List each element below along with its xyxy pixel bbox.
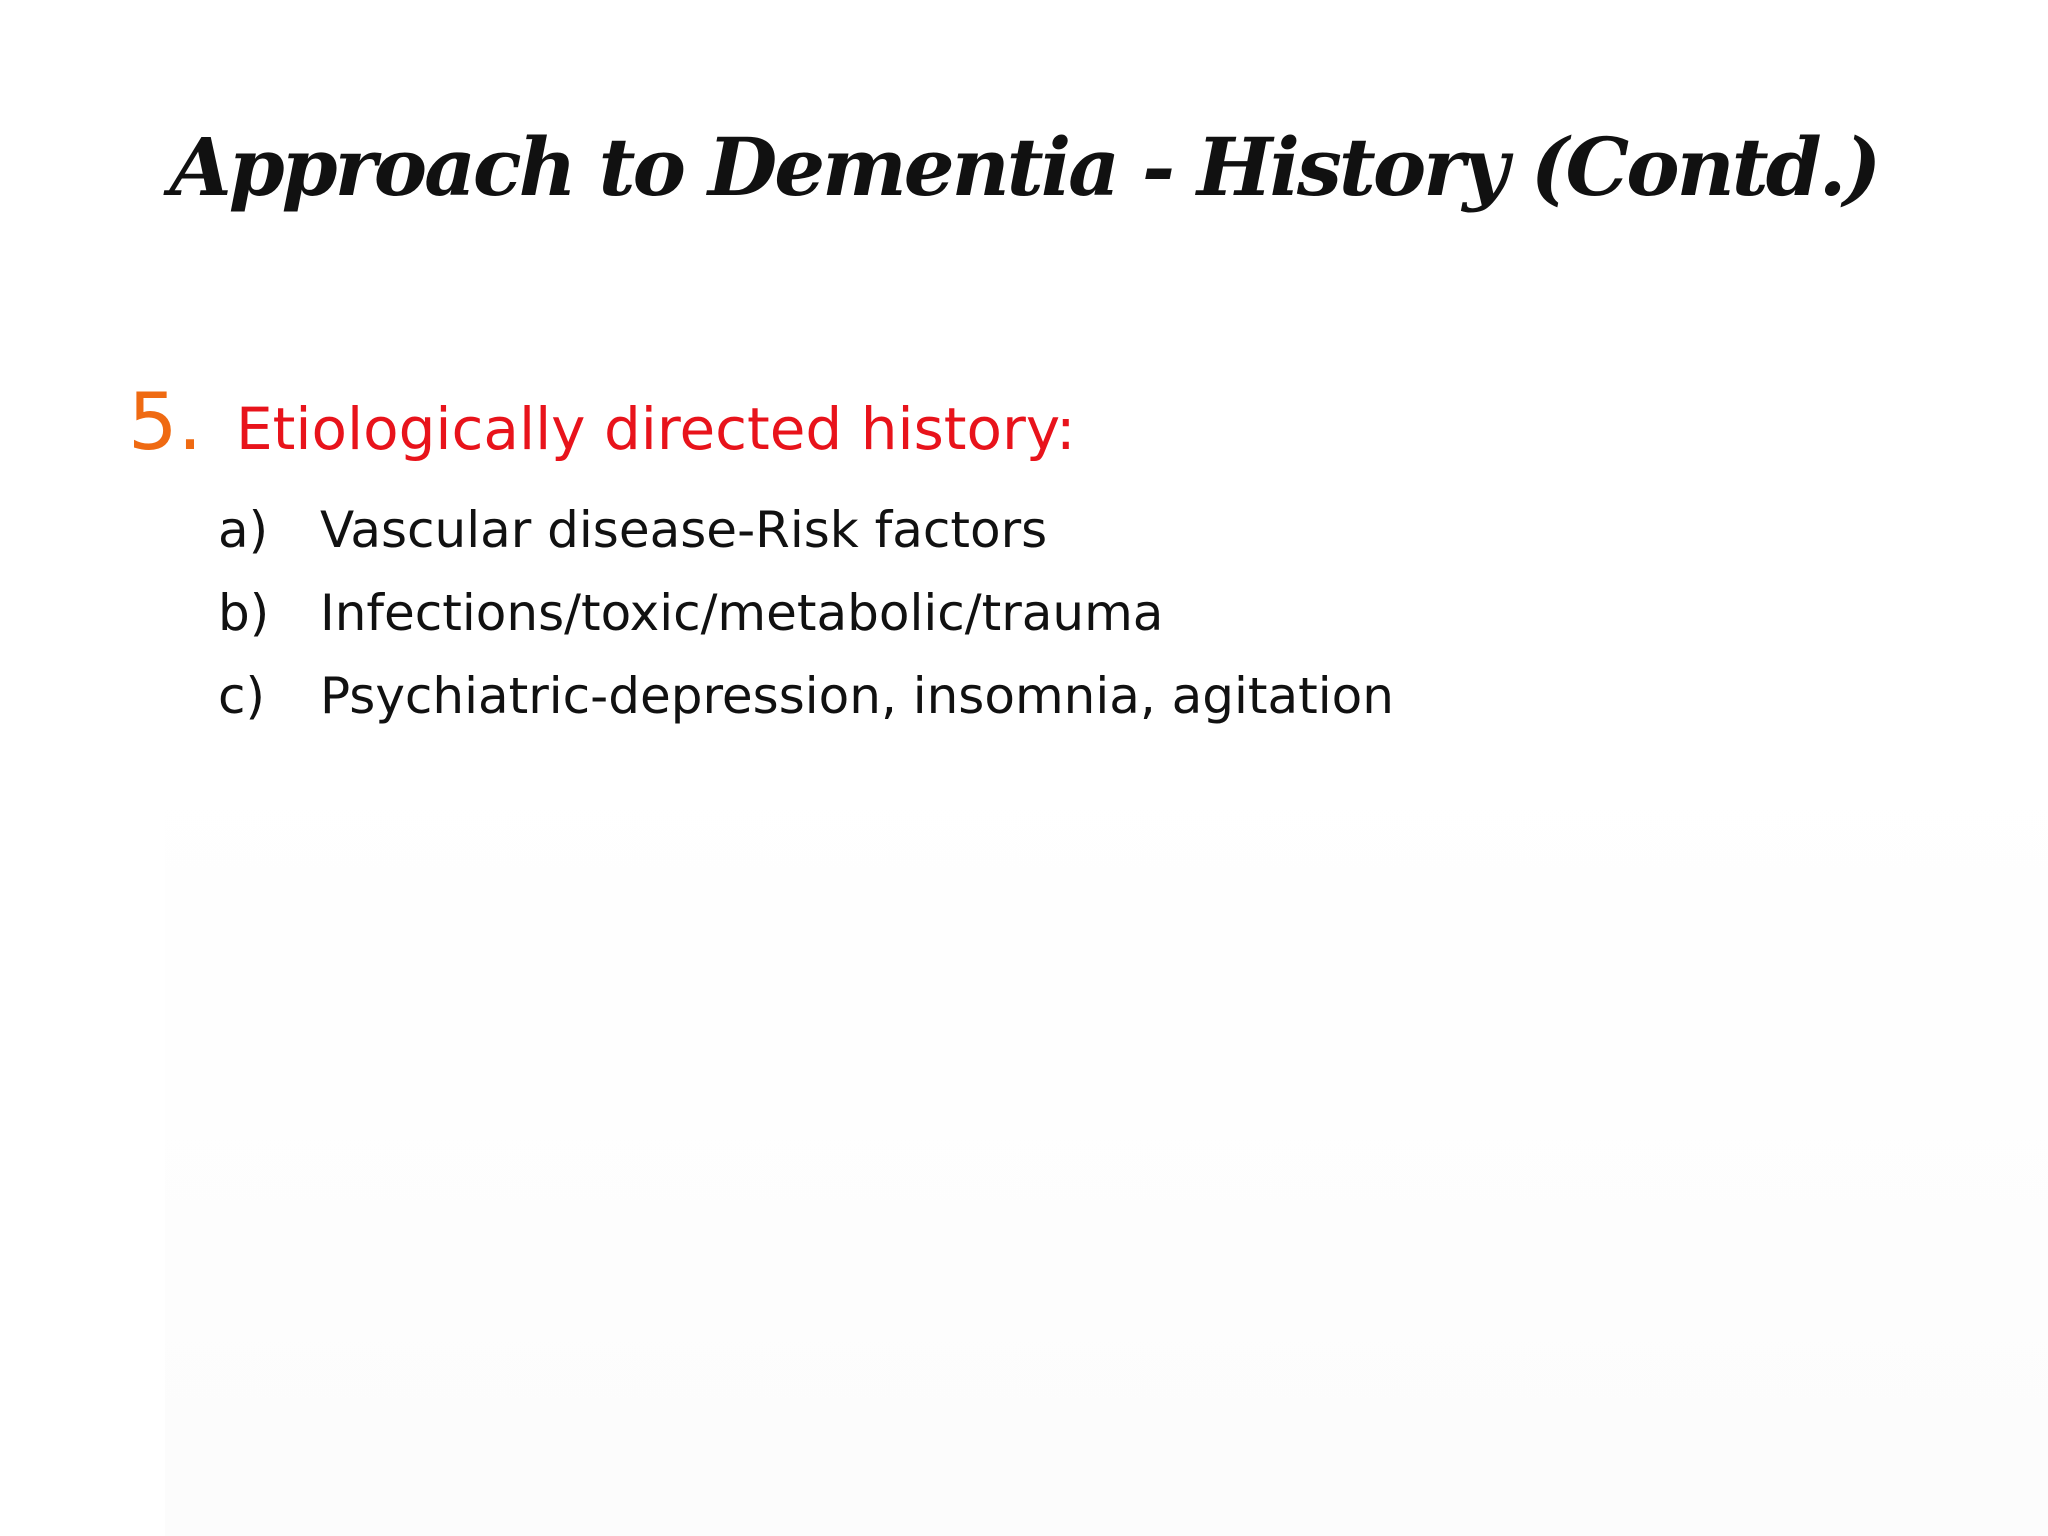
list-item-text: Psychiatric-depression, insomnia, agitation [320, 666, 1394, 725]
history-items-list [218, 488, 1394, 737]
list-item-marker: a) [218, 500, 269, 559]
section-heading: Etiologically directed history: [236, 395, 1076, 463]
slide-title: Approach to Dementia - History (Contd.) [169, 120, 1879, 214]
list-item-text: Infections/toxic/metabolic/trauma [320, 583, 1164, 642]
list-item-text: Vascular disease-Risk factors [320, 500, 1048, 559]
section-header [128, 378, 1076, 468]
list-item [218, 654, 1394, 737]
list-item [218, 571, 1394, 654]
list-item [218, 488, 1394, 571]
slide-background-shade [165, 740, 2048, 1536]
section-number: 5. [128, 378, 203, 468]
list-item-marker: c) [218, 666, 265, 725]
list-item-marker: b) [218, 583, 270, 642]
